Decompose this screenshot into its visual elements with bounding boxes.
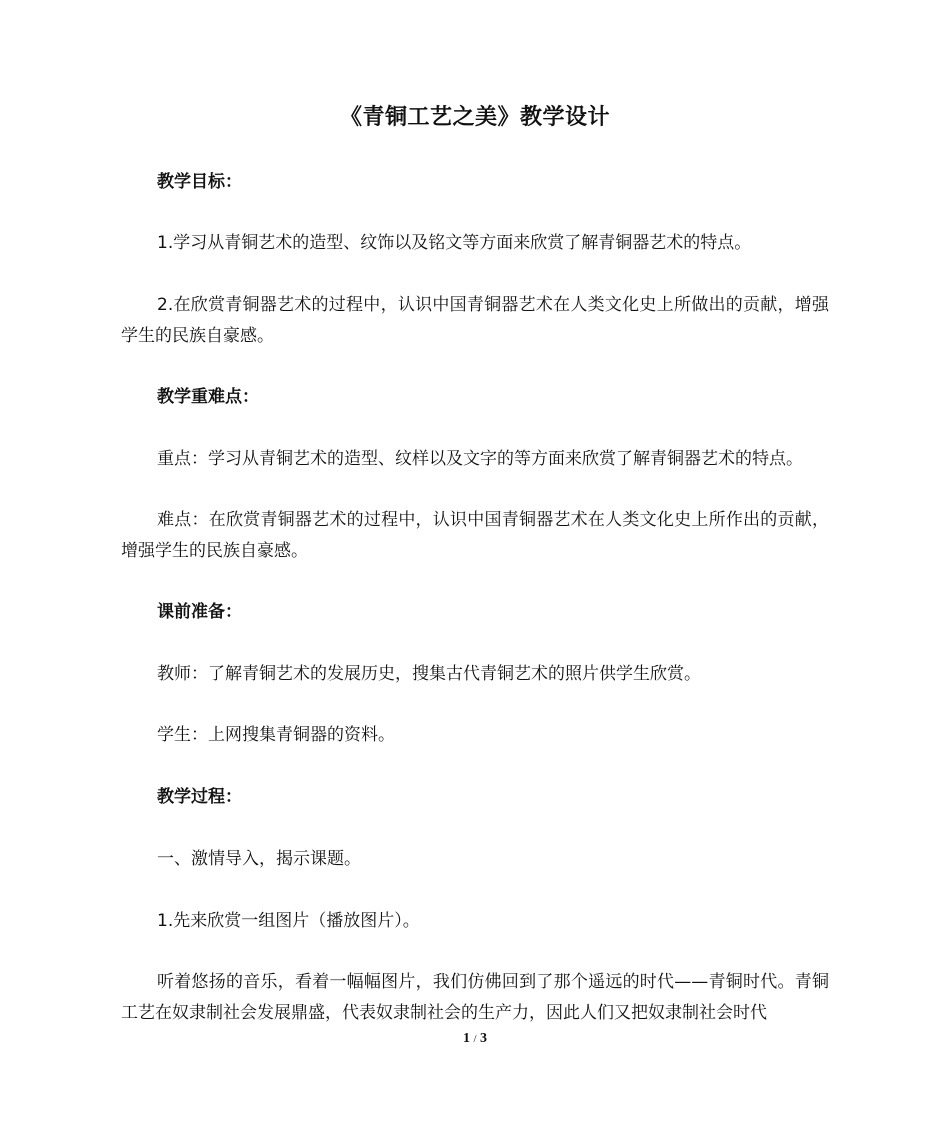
paragraph-difficult-point: 难点：在欣赏青铜器艺术的过程中，认识中国青铜器艺术在人类文化史上所作出的贡献，增强学生的民族自豪感。 — [121, 510, 829, 561]
paragraph-student-prep: 学生：上网搜集青铜器的资料。 — [157, 725, 395, 745]
current-page-number: 1 — [462, 1031, 470, 1046]
section-heading-objectives: 教学目标： — [157, 172, 242, 192]
section-heading-key-points: 教学重难点： — [157, 387, 259, 407]
paragraph-introduction: 听着悠扬的音乐，看着一幅幅图片，我们仿佛回到了那个遥远的时代——青铜时代。青铜工艺在奴隶制社会发展鼎盛，代表奴隶制社会的生产力，因此人们又把奴隶制社会时代 — [121, 972, 829, 1023]
section-heading-preparation: 课前准备： — [157, 602, 242, 622]
section-heading-process: 教学过程： — [157, 787, 242, 807]
paragraph-key-point: 重点：学习从青铜艺术的造型、纹样以及文字的等方面来欣赏了解青铜器艺术的特点。 — [157, 449, 803, 469]
paragraph-teacher-prep: 教师：了解青铜艺术的发展历史，搜集古代青铜艺术的照片供学生欣赏。 — [157, 664, 701, 684]
page-separator: / — [473, 1033, 477, 1045]
paragraph-step-1: 一、激情导入，揭示课题。 — [157, 849, 361, 869]
paragraph-objective-2: 2.在欣赏青铜器艺术的过程中，认识中国青铜器艺术在人类文化史上所做出的贡献，增强学生的民族自豪感。 — [121, 295, 829, 346]
document-title: 《青铜工艺之美》教学设计 — [339, 105, 610, 130]
paragraph-step-1-1: 1.先来欣赏一组图片（播放图片）。 — [157, 911, 420, 931]
page-number — [0, 1031, 950, 1047]
total-pages-number: 3 — [480, 1031, 488, 1046]
paragraph-objective-1: 1.学习从青铜艺术的造型、纹饰以及铭文等方面来欣赏了解青铜器艺术的特点。 — [157, 233, 752, 253]
